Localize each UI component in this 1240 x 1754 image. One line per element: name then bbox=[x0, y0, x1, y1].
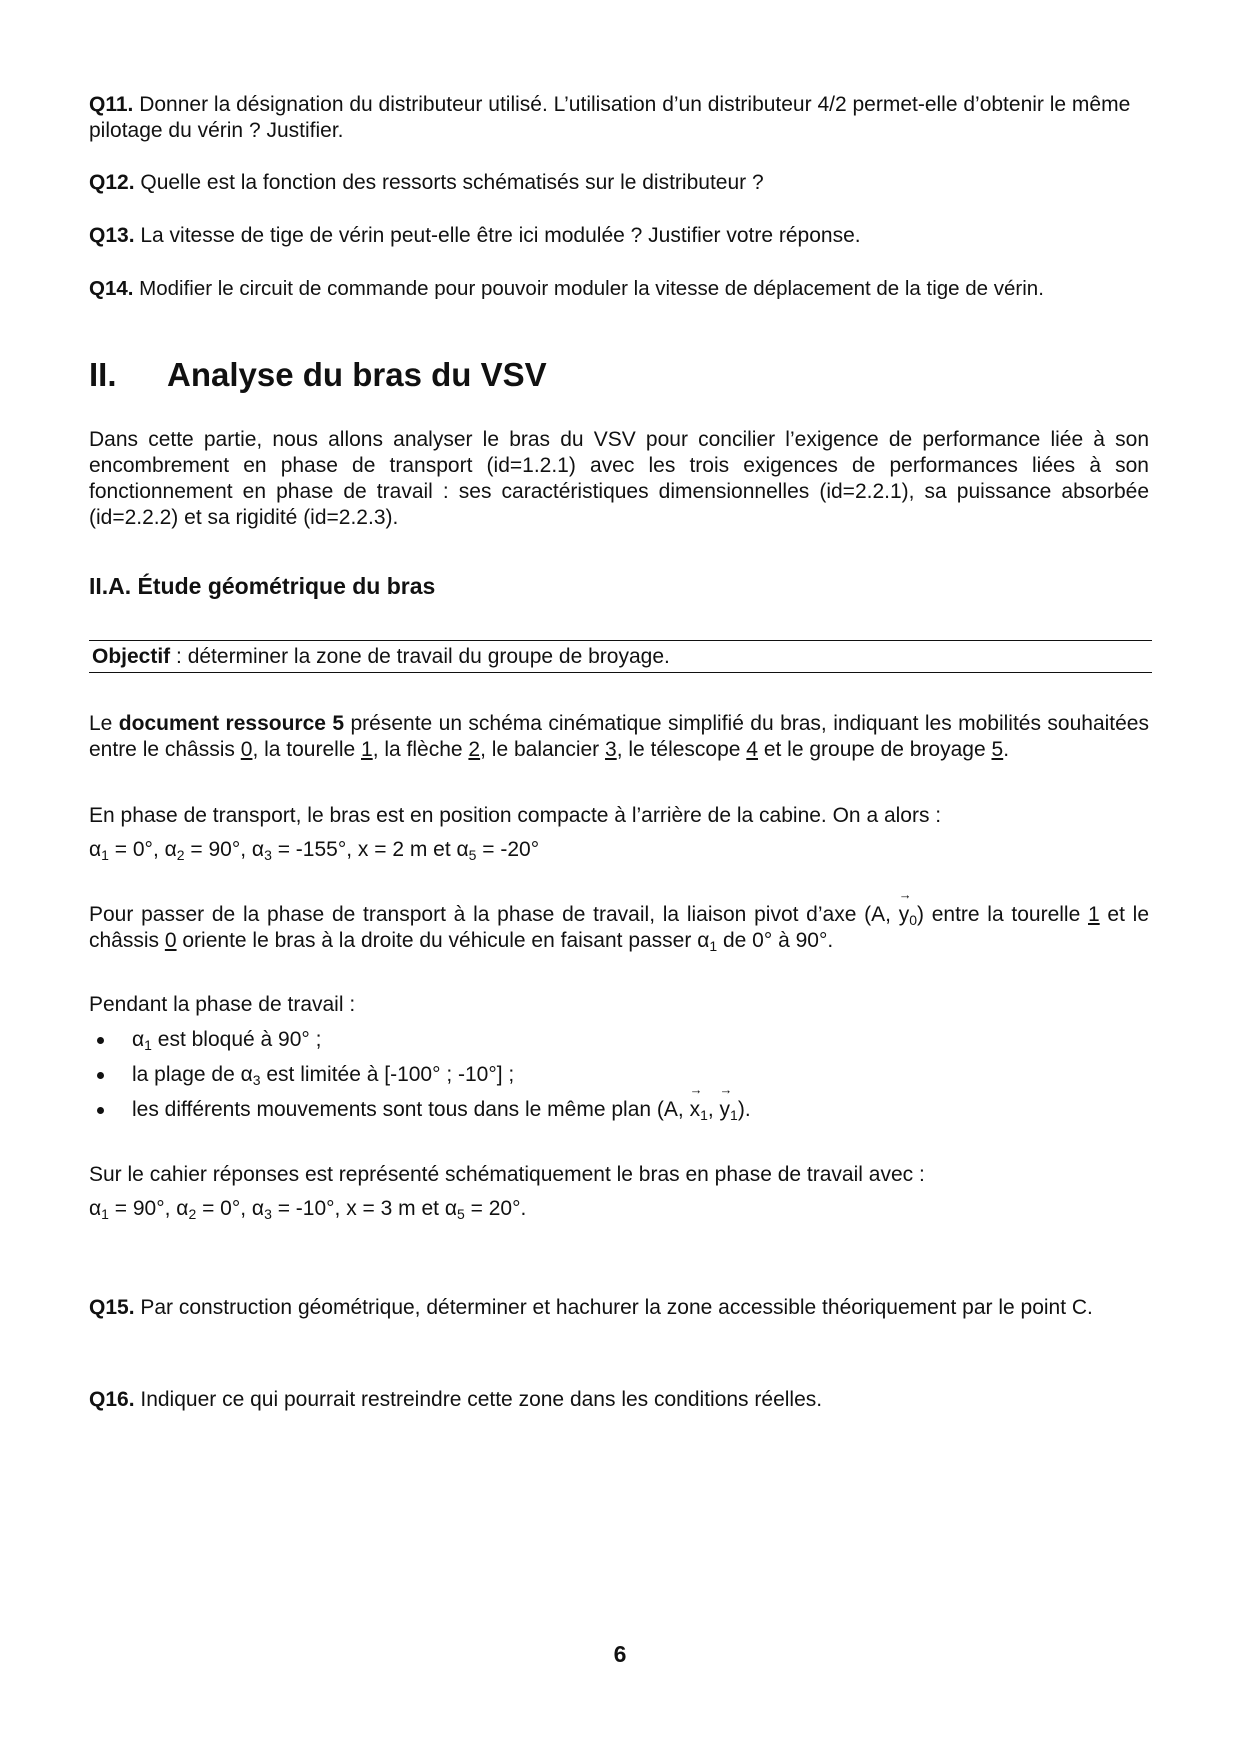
alpha-symbol: α bbox=[444, 1197, 457, 1220]
transport-text: En phase de transport, le bras est en position compacte à l’arrière de la cabine. On a alors : bbox=[89, 804, 942, 827]
text: et le châssis bbox=[89, 903, 1150, 952]
question-label: Q11. bbox=[89, 93, 134, 116]
text: Pour passer de la phase de transport à la phase de travail, la liaison pivot d’axe (A, bbox=[89, 903, 899, 926]
text: , le balancier bbox=[480, 738, 606, 761]
question-text: Donner la désignation du distributeur utilisé. L’utilisation d’un distributeur 4/2 permet-elle d’obtenir le même pilotage du vérin ? Justifier. bbox=[89, 93, 1131, 142]
subscript: 3 bbox=[252, 1072, 261, 1088]
question-q13 bbox=[89, 223, 1152, 249]
text: oriente le bras à la droite du véhicule en faisant passer bbox=[176, 929, 698, 952]
text: et le groupe de broyage bbox=[757, 738, 992, 761]
intro-paragraph: Dans cette partie, nous allons analyser le bras du VSV pour concilier l’exigence de performance liée à son encombrement en phase de transport (id=1.2.1) avec les trois exigences de performances liées à son fonctionnement en phase de travail : ses caractéristiques dimensionnelles (id=2.2.1), sa puissance absorbée (id=2.2.2) et sa rigidité (id=2.2.3). bbox=[89, 428, 1149, 529]
alpha-symbol: α bbox=[251, 1197, 265, 1220]
question-label: Q13. bbox=[89, 224, 135, 247]
vector-letter: y bbox=[898, 903, 910, 926]
alpha-symbol: α bbox=[176, 1197, 189, 1220]
text: ). bbox=[737, 1098, 751, 1121]
subscript: 5 bbox=[456, 1206, 465, 1222]
question-label: Q14. bbox=[89, 277, 134, 300]
subscript: 1 bbox=[700, 1107, 708, 1123]
text: ) entre la tourelle bbox=[916, 903, 1088, 926]
alpha-symbol: α bbox=[697, 929, 710, 952]
vector-letter: y bbox=[719, 1098, 731, 1121]
part-number: 4 bbox=[746, 738, 758, 761]
question-text: Modifier le circuit de commande pour pouvoir moduler la vitesse de déplacement de la tige de vérin. bbox=[133, 277, 1044, 300]
question-q11 bbox=[89, 92, 1159, 144]
part-number: 5 bbox=[991, 738, 1004, 761]
text: est limitée à [-100° ; -10°] ; bbox=[260, 1063, 515, 1086]
objective-label: Objectif bbox=[92, 645, 171, 668]
part-number: 3 bbox=[605, 738, 617, 761]
vector-x bbox=[690, 1097, 701, 1123]
vector-y bbox=[899, 902, 910, 928]
alpha-symbol: α bbox=[456, 838, 469, 861]
page-number: 6 bbox=[613, 1641, 627, 1667]
vector-letter: x bbox=[689, 1098, 701, 1121]
question-q15 bbox=[89, 1295, 1163, 1321]
text: la plage de bbox=[132, 1063, 241, 1086]
value: = -155°, x = 2 m et bbox=[271, 838, 457, 861]
passage-paragraph bbox=[89, 902, 1149, 954]
travail-bullets bbox=[89, 1027, 1152, 1132]
subsection-heading: II.A. Étude géométrique du bras bbox=[89, 573, 436, 599]
vector-y bbox=[720, 1097, 731, 1123]
text: Le bbox=[89, 712, 119, 735]
text: les différents mouvements sont tous dans le même plan (A, bbox=[132, 1098, 690, 1121]
travail-intro bbox=[89, 992, 1152, 1018]
text: , bbox=[707, 1098, 720, 1121]
question-text: Quelle est la fonction des ressorts schématisés sur le distributeur ? bbox=[134, 171, 764, 194]
value: = -10°, x = 3 m et bbox=[271, 1197, 445, 1220]
part-number: 0 bbox=[164, 929, 177, 952]
alpha-symbol: α bbox=[251, 838, 265, 861]
text: . bbox=[1003, 738, 1010, 761]
part-number: 2 bbox=[468, 738, 481, 761]
question-label: Q16. bbox=[89, 1388, 135, 1411]
value: = 0°, bbox=[196, 1197, 252, 1220]
alpha-symbol: α bbox=[240, 1063, 253, 1086]
subscript: 1 bbox=[709, 938, 718, 954]
transport-angles bbox=[89, 837, 1152, 863]
question-text: La vitesse de tige de vérin peut-elle être ici modulée ? Justifier votre réponse. bbox=[134, 224, 861, 247]
document-resource-paragraph bbox=[89, 711, 1149, 763]
subscript: 2 bbox=[188, 1206, 197, 1222]
value: = 20°. bbox=[464, 1197, 527, 1220]
part-number: 1 bbox=[1088, 903, 1100, 926]
document-reference: document ressource 5 bbox=[118, 712, 345, 735]
travail-intro-text: Pendant la phase de travail : bbox=[89, 993, 356, 1016]
text: , la flèche bbox=[372, 738, 469, 761]
alpha-symbol: α bbox=[164, 838, 177, 861]
text: est bloqué à 90° ; bbox=[151, 1028, 322, 1051]
alpha-symbol: α bbox=[89, 838, 102, 861]
question-q16 bbox=[89, 1387, 1152, 1413]
text: , le télescope bbox=[616, 738, 747, 761]
question-label: Q15. bbox=[89, 1296, 135, 1319]
alpha-symbol: α bbox=[89, 1197, 102, 1220]
question-q12 bbox=[89, 170, 1152, 196]
text: présente un schéma cinématique simplifié du bras, indiquant les mobilités souhaitées entre le châssis bbox=[89, 712, 1149, 761]
list-item bbox=[89, 1062, 1152, 1097]
question-label: Q12. bbox=[89, 171, 135, 194]
subscript: 3 bbox=[264, 1206, 272, 1222]
question-text: Indiquer ce qui pourrait restreindre cette zone dans les conditions réelles. bbox=[134, 1388, 823, 1411]
section-title: Analyse du bras du VSV bbox=[167, 356, 547, 393]
cahier-text: Sur le cahier réponses est représenté schématiquement le bras en phase de travail avec : bbox=[89, 1163, 925, 1186]
cahier-line bbox=[89, 1162, 1152, 1188]
question-text: Par construction géométrique, déterminer et hachurer la zone accessible théoriquement par le point C. bbox=[134, 1296, 1093, 1319]
section-heading bbox=[89, 355, 547, 395]
value: = -20° bbox=[476, 838, 540, 861]
subscript: 3 bbox=[264, 847, 272, 863]
question-q14 bbox=[89, 276, 1179, 302]
section-intro bbox=[89, 427, 1149, 531]
subscript: 1 bbox=[730, 1107, 738, 1123]
text: de 0° à 90°. bbox=[717, 929, 834, 952]
cahier-angles bbox=[89, 1196, 1152, 1222]
part-number: 1 bbox=[361, 738, 373, 761]
subscript: 2 bbox=[176, 847, 185, 863]
part-number: 0 bbox=[240, 738, 253, 761]
subscript: 0 bbox=[909, 912, 917, 928]
section-number: II. bbox=[89, 356, 117, 393]
subscript: 5 bbox=[468, 847, 477, 863]
subscript: 1 bbox=[101, 847, 109, 863]
alpha-symbol: α bbox=[132, 1028, 145, 1051]
subscript: 1 bbox=[144, 1037, 152, 1053]
objective-box bbox=[89, 640, 1152, 673]
text: , la tourelle bbox=[252, 738, 361, 761]
value: = 90°, bbox=[184, 838, 252, 861]
list-item bbox=[89, 1027, 1152, 1062]
value: = 0°, bbox=[108, 838, 165, 861]
value: = 90°, bbox=[108, 1197, 177, 1220]
objective-text: : déterminer la zone de travail du groupe de broyage. bbox=[170, 645, 670, 668]
transport-line bbox=[89, 803, 1152, 829]
subscript: 1 bbox=[101, 1206, 109, 1222]
list-item bbox=[89, 1097, 1152, 1132]
